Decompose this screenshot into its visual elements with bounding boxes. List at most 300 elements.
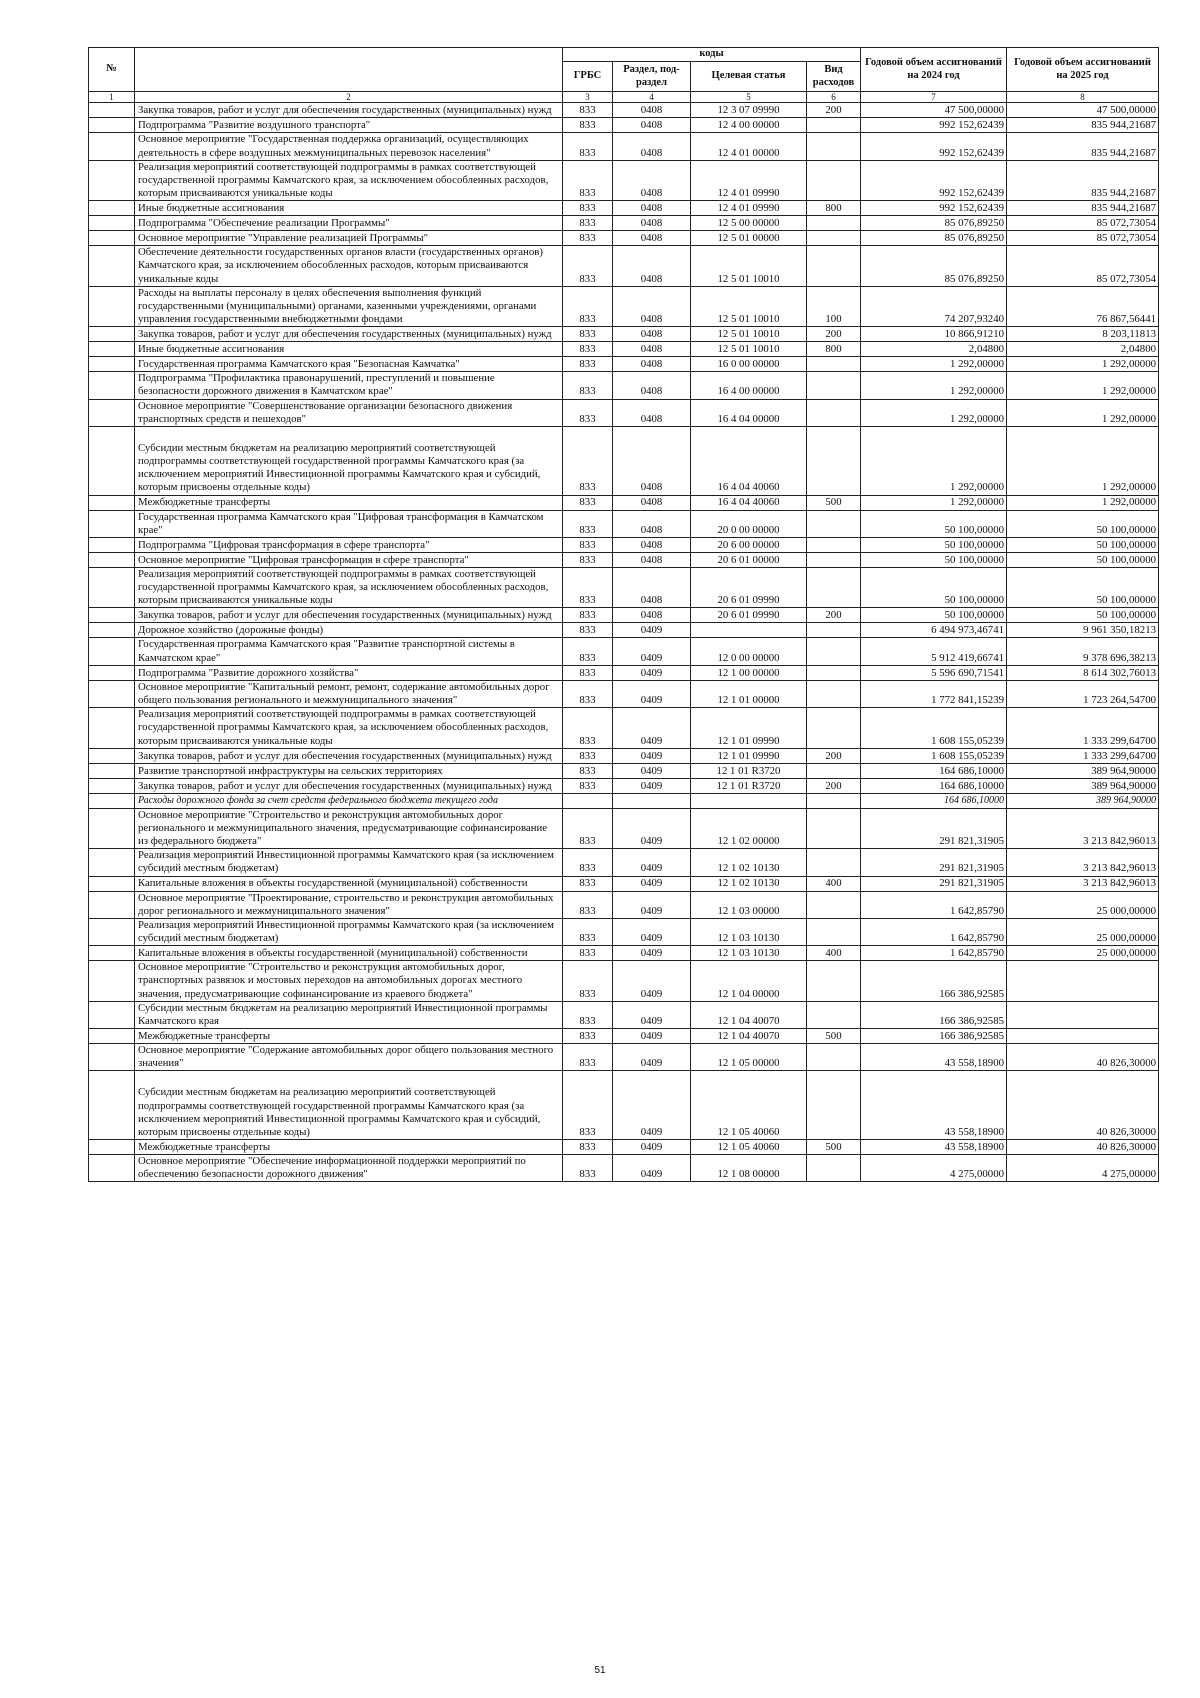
cell-grbs: 833	[563, 680, 613, 707]
cell-expense-type	[807, 372, 861, 399]
cell-expense-type	[807, 849, 861, 876]
cell-name: Закупка товаров, работ и услуг для обеспечения государственных (муниципальных) нужд	[135, 103, 563, 118]
table-row	[89, 961, 1159, 1002]
cell-target-article: 12 1 02 10130	[691, 849, 807, 876]
cell-razdel: 0408	[613, 342, 691, 357]
cell-target-article: 12 5 01 10010	[691, 342, 807, 357]
table-row	[89, 849, 1159, 876]
cell-grbs: 833	[563, 778, 613, 793]
cell-razdel: 0408	[613, 372, 691, 399]
cell-number	[89, 537, 135, 552]
cell-name: Основное мероприятие "Управление реализацией Программы"	[135, 231, 563, 246]
header-number: №	[89, 48, 135, 92]
cell-number	[89, 118, 135, 133]
cell-razdel: 0409	[613, 849, 691, 876]
cell-grbs: 833	[563, 567, 613, 608]
cell-expense-type	[807, 426, 861, 495]
cell-razdel: 0408	[613, 495, 691, 510]
cell-amount-2025: 50 100,00000	[1007, 552, 1159, 567]
cell-target-article: 12 1 02 00000	[691, 808, 807, 849]
cell-amount-2025: 1 333 299,64700	[1007, 708, 1159, 749]
cell-number	[89, 510, 135, 537]
cell-grbs: 833	[563, 763, 613, 778]
table-row	[89, 567, 1159, 608]
column-number: 4	[613, 92, 691, 103]
cell-target-article: 16 4 04 40060	[691, 495, 807, 510]
cell-target-article: 12 1 01 R3720	[691, 778, 807, 793]
cell-amount-2024: 1 292,00000	[861, 372, 1007, 399]
cell-amount-2025: 1 292,00000	[1007, 357, 1159, 372]
cell-name: Государственная программа Камчатского края "Безопасная Камчатка"	[135, 357, 563, 372]
cell-razdel: 0409	[613, 1071, 691, 1140]
cell-amount-2025: 835 944,21687	[1007, 133, 1159, 160]
cell-name: Закупка товаров, работ и услуг для обеспечения государственных (муниципальных) нужд	[135, 748, 563, 763]
cell-name: Реализация мероприятий Инвестиционной программы Камчатского края (за исключением субсидий местным бюджетам)	[135, 918, 563, 945]
cell-number	[89, 103, 135, 118]
cell-razdel: 0408	[613, 246, 691, 287]
cell-razdel: 0409	[613, 778, 691, 793]
cell-grbs: 833	[563, 246, 613, 287]
cell-razdel: 0408	[613, 286, 691, 327]
cell-amount-2025: 25 000,00000	[1007, 918, 1159, 945]
column-number: 3	[563, 92, 613, 103]
cell-target-article: 16 0 00 00000	[691, 357, 807, 372]
cell-amount-2025: 25 000,00000	[1007, 946, 1159, 961]
cell-amount-2025: 1 723 264,54700	[1007, 680, 1159, 707]
cell-amount-2025: 50 100,00000	[1007, 510, 1159, 537]
cell-expense-type	[807, 133, 861, 160]
header-codes: коды	[563, 48, 861, 62]
cell-number	[89, 680, 135, 707]
cell-name: Государственная программа Камчатского края "Цифровая трансформация в Камчатском крае"	[135, 510, 563, 537]
cell-razdel: 0409	[613, 1044, 691, 1071]
cell-name: Субсидии местным бюджетам на реализацию мероприятий Инвестиционной программы Камчатского края	[135, 1001, 563, 1028]
cell-grbs: 833	[563, 552, 613, 567]
cell-amount-2025: 76 867,56441	[1007, 286, 1159, 327]
cell-target-article: 12 5 01 10010	[691, 246, 807, 287]
cell-amount-2025: 50 100,00000	[1007, 567, 1159, 608]
cell-amount-2024: 1 642,85790	[861, 891, 1007, 918]
cell-number	[89, 1044, 135, 1071]
cell-target-article: 12 1 03 10130	[691, 918, 807, 945]
table-row	[89, 808, 1159, 849]
cell-name: Капитальные вложения в объекты государственной (муниципальной) собственности	[135, 946, 563, 961]
cell-amount-2025: 4 275,00000	[1007, 1155, 1159, 1182]
cell-amount-2025: 40 826,30000	[1007, 1044, 1159, 1071]
table-row	[89, 357, 1159, 372]
cell-target-article: 12 5 01 00000	[691, 231, 807, 246]
cell-name: Подпрограмма "Обеспечение реализации Программы"	[135, 216, 563, 231]
cell-razdel: 0409	[613, 763, 691, 778]
cell-name: Реализация мероприятий соответствующей подпрограммы в рамках соответствующей государственной программы Камчатского края, за исключением обособленных расходов, которым присваиваются уникальные коды	[135, 708, 563, 749]
table-row	[89, 1029, 1159, 1044]
cell-amount-2024: 1 292,00000	[861, 426, 1007, 495]
cell-expense-type	[807, 708, 861, 749]
cell-amount-2024: 1 642,85790	[861, 946, 1007, 961]
cell-target-article: 12 1 01 09990	[691, 708, 807, 749]
cell-razdel: 0408	[613, 537, 691, 552]
cell-name: Закупка товаров, работ и услуг для обеспечения государственных (муниципальных) нужд	[135, 778, 563, 793]
cell-amount-2024: 1 608 155,05239	[861, 748, 1007, 763]
cell-amount-2024: 164 686,10000	[861, 763, 1007, 778]
cell-amount-2025: 1 292,00000	[1007, 399, 1159, 426]
cell-name: Основное мероприятие "Капитальный ремонт, ремонт, содержание автомобильных дорог общего пользования регионального и межмуниципального значения"	[135, 680, 563, 707]
cell-amount-2025	[1007, 1029, 1159, 1044]
column-number: 7	[861, 92, 1007, 103]
cell-expense-type	[807, 763, 861, 778]
cell-name: Межбюджетные трансферты	[135, 495, 563, 510]
cell-amount-2024: 166 386,92585	[861, 961, 1007, 1002]
cell-grbs: 833	[563, 1044, 613, 1071]
cell-grbs: 833	[563, 399, 613, 426]
table-row	[89, 1155, 1159, 1182]
cell-amount-2024: 4 275,00000	[861, 1155, 1007, 1182]
cell-target-article: 12 1 03 00000	[691, 891, 807, 918]
cell-amount-2024: 2,04800	[861, 342, 1007, 357]
cell-amount-2024: 1 608 155,05239	[861, 708, 1007, 749]
cell-razdel: 0409	[613, 876, 691, 891]
cell-name: Основное мероприятие "Обеспечение информационной поддержки мероприятий по обеспечению безопасности дорожного движения"	[135, 1155, 563, 1182]
table-row	[89, 1001, 1159, 1028]
cell-target-article: 12 3 07 09990	[691, 103, 807, 118]
table-row	[89, 372, 1159, 399]
header-grbs: ГРБС	[563, 62, 613, 92]
cell-expense-type: 100	[807, 286, 861, 327]
cell-number	[89, 665, 135, 680]
cell-amount-2025: 3 213 842,96013	[1007, 876, 1159, 891]
cell-amount-2024: 85 076,89250	[861, 216, 1007, 231]
cell-amount-2025: 85 072,73054	[1007, 231, 1159, 246]
cell-number	[89, 748, 135, 763]
cell-razdel: 0408	[613, 510, 691, 537]
cell-name: Основное мероприятие "Содержание автомобильных дорог общего пользования местного значения"	[135, 1044, 563, 1071]
cell-number	[89, 961, 135, 1002]
cell-amount-2025: 835 944,21687	[1007, 160, 1159, 201]
table-row	[89, 216, 1159, 231]
cell-amount-2024: 43 558,18900	[861, 1140, 1007, 1155]
cell-expense-type	[807, 918, 861, 945]
cell-target-article: 12 4 01 00000	[691, 133, 807, 160]
cell-grbs: 833	[563, 748, 613, 763]
table-row	[89, 495, 1159, 510]
cell-razdel: 0408	[613, 327, 691, 342]
cell-amount-2025: 3 213 842,96013	[1007, 808, 1159, 849]
cell-target-article: 12 1 08 00000	[691, 1155, 807, 1182]
cell-name: Дорожное хозяйство (дорожные фонды)	[135, 623, 563, 638]
cell-amount-2025: 40 826,30000	[1007, 1071, 1159, 1140]
cell-name: Развитие транспортной инфраструктуры на сельских территориях	[135, 763, 563, 778]
cell-expense-type	[807, 1001, 861, 1028]
cell-grbs: 833	[563, 327, 613, 342]
cell-amount-2025: 9 961 350,18213	[1007, 623, 1159, 638]
cell-name: Расходы на выплаты персоналу в целях обеспечения выполнения функций государственными (муниципальными) органами, казенными учреждениями, органами управления государственными внебюджетными фондами	[135, 286, 563, 327]
column-number: 2	[135, 92, 563, 103]
column-number-row	[89, 92, 1159, 103]
cell-number	[89, 808, 135, 849]
cell-grbs: 833	[563, 961, 613, 1002]
cell-name: Иные бюджетные ассигнования	[135, 201, 563, 216]
cell-target-article: 12 1 01 00000	[691, 680, 807, 707]
cell-grbs: 833	[563, 665, 613, 680]
cell-target-article: 12 1 02 10130	[691, 876, 807, 891]
cell-amount-2025: 8 203,11813	[1007, 327, 1159, 342]
cell-grbs: 833	[563, 160, 613, 201]
cell-amount-2025: 40 826,30000	[1007, 1140, 1159, 1155]
cell-target-article: 20 0 00 00000	[691, 510, 807, 537]
table-row	[89, 763, 1159, 778]
cell-expense-type	[807, 638, 861, 665]
cell-amount-2024: 992 152,62439	[861, 201, 1007, 216]
cell-number	[89, 849, 135, 876]
cell-number	[89, 1029, 135, 1044]
cell-number	[89, 567, 135, 608]
cell-expense-type: 800	[807, 342, 861, 357]
cell-grbs: 833	[563, 103, 613, 118]
table-row	[89, 665, 1159, 680]
cell-name: Основное мероприятие "Совершенствование организации безопасного движения транспортных средств и пешеходов"	[135, 399, 563, 426]
cell-amount-2025: 1 333 299,64700	[1007, 748, 1159, 763]
cell-amount-2025: 50 100,00000	[1007, 537, 1159, 552]
cell-grbs: 833	[563, 495, 613, 510]
cell-razdel: 0409	[613, 946, 691, 961]
cell-razdel: 0408	[613, 118, 691, 133]
cell-amount-2025: 389 964,90000	[1007, 763, 1159, 778]
table-row	[89, 201, 1159, 216]
cell-amount-2025: 25 000,00000	[1007, 891, 1159, 918]
cell-expense-type: 400	[807, 876, 861, 891]
cell-grbs: 833	[563, 372, 613, 399]
cell-expense-type	[807, 1155, 861, 1182]
cell-number	[89, 638, 135, 665]
cell-razdel: 0409	[613, 1001, 691, 1028]
cell-target-article: 12 1 04 40070	[691, 1029, 807, 1044]
cell-number	[89, 891, 135, 918]
table-row	[89, 638, 1159, 665]
cell-razdel: 0409	[613, 665, 691, 680]
table-row	[89, 946, 1159, 961]
cell-expense-type	[807, 891, 861, 918]
cell-number	[89, 246, 135, 287]
cell-razdel: 0409	[613, 891, 691, 918]
column-number: 5	[691, 92, 807, 103]
cell-grbs: 833	[563, 510, 613, 537]
cell-grbs: 833	[563, 426, 613, 495]
cell-amount-2025	[1007, 1001, 1159, 1028]
cell-razdel	[613, 793, 691, 808]
table-row	[89, 680, 1159, 707]
cell-amount-2024: 50 100,00000	[861, 608, 1007, 623]
cell-expense-type: 200	[807, 327, 861, 342]
cell-grbs: 833	[563, 537, 613, 552]
cell-expense-type	[807, 1071, 861, 1140]
cell-amount-2024: 291 821,31905	[861, 849, 1007, 876]
cell-name: Подпрограмма "Цифровая трансформация в сфере транспорта"	[135, 537, 563, 552]
cell-amount-2024: 50 100,00000	[861, 567, 1007, 608]
cell-amount-2025	[1007, 961, 1159, 1002]
cell-grbs: 833	[563, 1001, 613, 1028]
cell-name: Основное мероприятие "Строительство и реконструкция автомобильных дорог регионального и межмуниципального значения, предусматривающие софинансирование из федерального бюджета"	[135, 808, 563, 849]
cell-amount-2025: 47 500,00000	[1007, 103, 1159, 118]
cell-name: Подпрограмма "Развитие дорожного хозяйства"	[135, 665, 563, 680]
table-row	[89, 891, 1159, 918]
cell-number	[89, 160, 135, 201]
cell-expense-type: 200	[807, 778, 861, 793]
table-row	[89, 537, 1159, 552]
cell-amount-2024: 1 292,00000	[861, 357, 1007, 372]
table-row	[89, 748, 1159, 763]
cell-name: Капитальные вложения в объекты государственной (муниципальной) собственности	[135, 876, 563, 891]
cell-grbs	[563, 793, 613, 808]
table-row	[89, 133, 1159, 160]
cell-name: Реализация мероприятий Инвестиционной программы Камчатского края (за исключением субсидий местным бюджетам)	[135, 849, 563, 876]
cell-number	[89, 1155, 135, 1182]
cell-amount-2024: 992 152,62439	[861, 160, 1007, 201]
cell-razdel: 0408	[613, 133, 691, 160]
cell-name: Межбюджетные трансферты	[135, 1029, 563, 1044]
cell-number	[89, 1071, 135, 1140]
table-row	[89, 118, 1159, 133]
table-row	[89, 426, 1159, 495]
cell-number	[89, 399, 135, 426]
cell-grbs: 833	[563, 216, 613, 231]
cell-expense-type	[807, 118, 861, 133]
cell-expense-type	[807, 160, 861, 201]
cell-grbs: 833	[563, 623, 613, 638]
cell-target-article: 20 6 01 09990	[691, 567, 807, 608]
cell-amount-2024: 50 100,00000	[861, 510, 1007, 537]
cell-name: Реализация мероприятий соответствующей подпрограммы в рамках соответствующей государственной программы Камчатского края, за исключением обособленных расходов, которым присваиваются уникальные коды	[135, 160, 563, 201]
cell-amount-2025: 835 944,21687	[1007, 201, 1159, 216]
cell-number	[89, 426, 135, 495]
cell-amount-2024: 166 386,92585	[861, 1029, 1007, 1044]
cell-name: Межбюджетные трансферты	[135, 1140, 563, 1155]
cell-target-article: 16 4 04 40060	[691, 426, 807, 495]
cell-number	[89, 357, 135, 372]
cell-amount-2024: 1 292,00000	[861, 399, 1007, 426]
column-number: 1	[89, 92, 135, 103]
table-row	[89, 608, 1159, 623]
cell-number	[89, 793, 135, 808]
cell-target-article: 12 1 04 40070	[691, 1001, 807, 1028]
cell-number	[89, 372, 135, 399]
cell-number	[89, 216, 135, 231]
cell-amount-2025: 1 292,00000	[1007, 426, 1159, 495]
cell-grbs: 833	[563, 849, 613, 876]
table-row	[89, 327, 1159, 342]
cell-target-article: 12 1 05 40060	[691, 1071, 807, 1140]
table-row	[89, 778, 1159, 793]
cell-name: Основное мероприятие "Строительство и реконструкция автомобильных дорог, транспортных развязок и мостовых переходов на автомобильных дорогах местного значения, предусматривающие софинансирование из краевого бюджета"	[135, 961, 563, 1002]
cell-grbs: 833	[563, 231, 613, 246]
cell-expense-type	[807, 510, 861, 537]
cell-razdel: 0408	[613, 567, 691, 608]
cell-amount-2025: 85 072,73054	[1007, 246, 1159, 287]
cell-amount-2024: 1 642,85790	[861, 918, 1007, 945]
cell-expense-type	[807, 1044, 861, 1071]
cell-amount-2024: 85 076,89250	[861, 231, 1007, 246]
cell-number	[89, 133, 135, 160]
cell-amount-2025: 1 292,00000	[1007, 372, 1159, 399]
table-row	[89, 510, 1159, 537]
cell-grbs: 833	[563, 876, 613, 891]
table-row	[89, 1140, 1159, 1155]
cell-target-article: 12 1 01 09990	[691, 748, 807, 763]
cell-expense-type: 800	[807, 201, 861, 216]
cell-razdel: 0408	[613, 160, 691, 201]
table-row	[89, 231, 1159, 246]
cell-expense-type	[807, 623, 861, 638]
cell-number	[89, 763, 135, 778]
cell-amount-2025: 8 614 302,76013	[1007, 665, 1159, 680]
cell-name: Основное мероприятие "Государственная поддержка организаций, осуществляющих деятельность в сфере воздушных межмуниципальных перевозок населения"	[135, 133, 563, 160]
cell-grbs: 833	[563, 1071, 613, 1140]
cell-amount-2024: 43 558,18900	[861, 1071, 1007, 1140]
cell-target-article: 16 4 00 00000	[691, 372, 807, 399]
cell-number	[89, 623, 135, 638]
cell-amount-2024: 50 100,00000	[861, 537, 1007, 552]
cell-amount-2025: 1 292,00000	[1007, 495, 1159, 510]
cell-name: Государственная программа Камчатского края "Развитие транспортной системы в Камчатском крае"	[135, 638, 563, 665]
cell-amount-2025: 85 072,73054	[1007, 216, 1159, 231]
table-header	[89, 48, 1159, 103]
cell-name: Закупка товаров, работ и услуг для обеспечения государственных (муниципальных) нужд	[135, 327, 563, 342]
cell-number	[89, 342, 135, 357]
cell-amount-2024: 166 386,92585	[861, 1001, 1007, 1028]
table-row	[89, 918, 1159, 945]
table-row	[89, 160, 1159, 201]
cell-target-article: 12 1 05 00000	[691, 1044, 807, 1071]
cell-number	[89, 1001, 135, 1028]
cell-target-article: 20 6 01 00000	[691, 552, 807, 567]
cell-target-article: 12 4 01 09990	[691, 201, 807, 216]
cell-number	[89, 495, 135, 510]
cell-grbs: 833	[563, 357, 613, 372]
cell-amount-2024: 1 772 841,15239	[861, 680, 1007, 707]
table-row	[89, 103, 1159, 118]
cell-number	[89, 876, 135, 891]
cell-amount-2024: 164 686,10000	[861, 778, 1007, 793]
cell-number	[89, 778, 135, 793]
cell-number	[89, 946, 135, 961]
cell-razdel: 0409	[613, 1140, 691, 1155]
cell-expense-type	[807, 357, 861, 372]
cell-razdel: 0408	[613, 357, 691, 372]
cell-name: Субсидии местным бюджетам на реализацию мероприятий соответствующей подпрограммы соответствующей государственной программы Камчатского края (за исключением мероприятий Инвестиционной программы Камчатского края и субсидий, которым присвоены отдельные коды)	[135, 426, 563, 495]
table-row	[89, 342, 1159, 357]
cell-amount-2024: 1 292,00000	[861, 495, 1007, 510]
cell-amount-2025: 389 964,90000	[1007, 778, 1159, 793]
cell-grbs: 833	[563, 118, 613, 133]
cell-razdel: 0408	[613, 231, 691, 246]
cell-name: Закупка товаров, работ и услуг для обеспечения государственных (муниципальных) нужд	[135, 608, 563, 623]
cell-amount-2024: 85 076,89250	[861, 246, 1007, 287]
cell-target-article: 20 6 00 00000	[691, 537, 807, 552]
cell-expense-type	[807, 216, 861, 231]
cell-name: Реализация мероприятий соответствующей подпрограммы в рамках соответствующей государственной программы Камчатского края, за исключением обособленных расходов, которым присваиваются уникальные коды	[135, 567, 563, 608]
cell-amount-2025: 50 100,00000	[1007, 608, 1159, 623]
cell-target-article: 12 0 00 00000	[691, 638, 807, 665]
cell-expense-type	[807, 399, 861, 426]
cell-name: Иные бюджетные ассигнования	[135, 342, 563, 357]
cell-number	[89, 201, 135, 216]
header-year-2025: Годовой объем ассигнований на 2025 год	[1007, 48, 1159, 92]
cell-razdel: 0409	[613, 961, 691, 1002]
cell-amount-2025: 835 944,21687	[1007, 118, 1159, 133]
cell-grbs: 833	[563, 608, 613, 623]
cell-target-article: 12 1 03 10130	[691, 946, 807, 961]
cell-amount-2024: 992 152,62439	[861, 118, 1007, 133]
cell-name: Субсидии местным бюджетам на реализацию мероприятий соответствующей подпрограммы соответствующей государственной программы Камчатского края (за исключением мероприятий Инвестиционной программы Камчатского края и субсидий, которым присвоены отдельные коды)	[135, 1071, 563, 1140]
